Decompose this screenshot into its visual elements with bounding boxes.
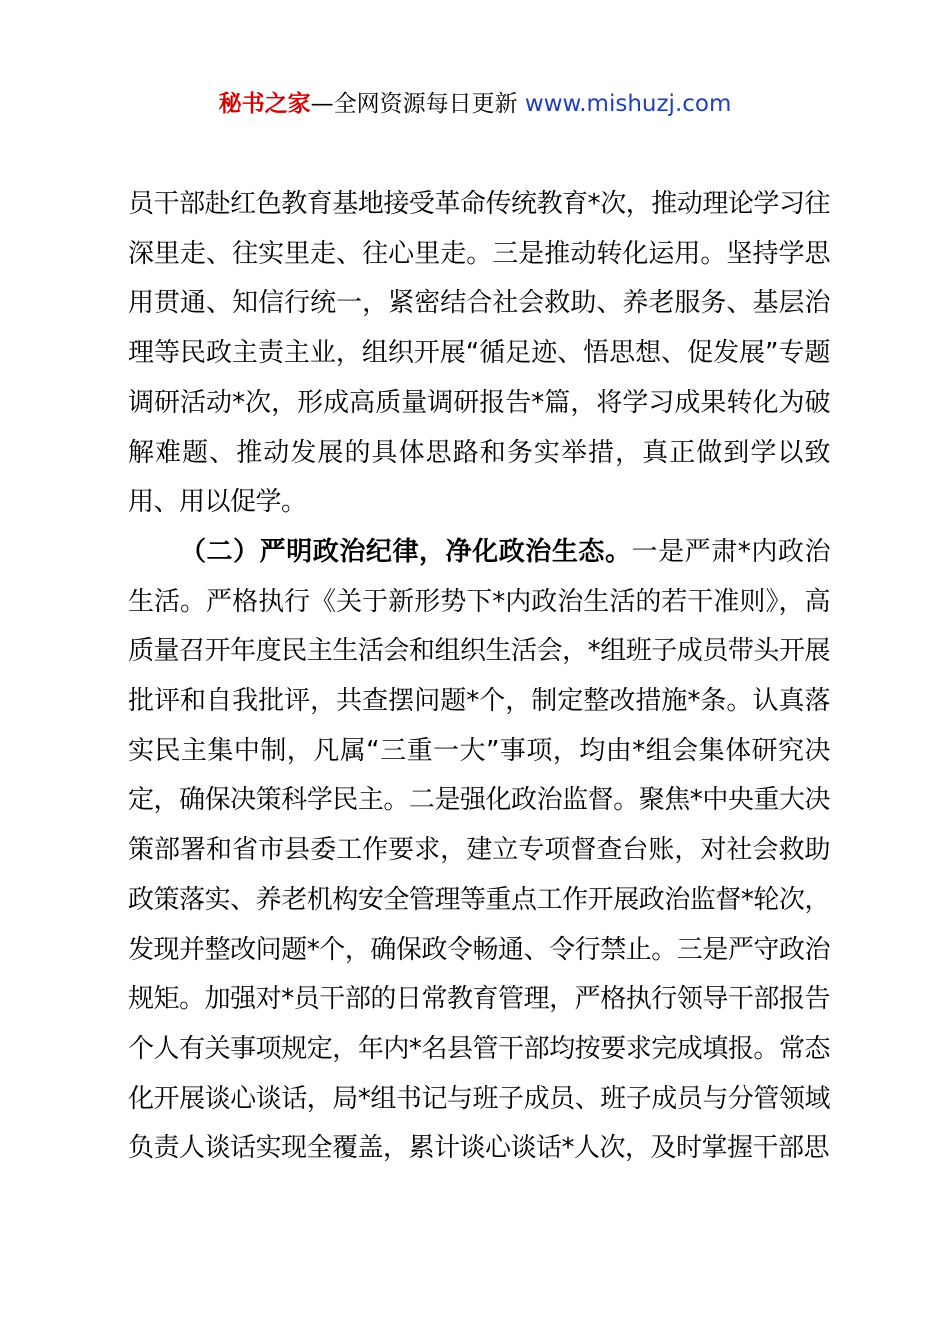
brand-name: 秘书之家 (218, 91, 311, 117)
header-dash: — (310, 91, 334, 117)
section-text: 一是严肃*内政治生活。严格执行《关于新形势下*内政治生活的若干准则》，高质量召开年度民主生活会和组织生活会，*组班子成员带头开展批评和自我批评，共查摆问题*个，制定整改措施*条。认真落实民主集中制，凡属“三重一大”事项，均由*组会集体研究决定，确保决策科学民主。二是强化政治监督。聚焦*中央重大决策部署和省市县委工作要求，建立专项督查台账，对社会救助政策落实、养老机构安全管理等重点工作开展政治监督*轮次，发现并整改问题*个，确保政令畅通、令行禁止。三是严守政治规矩。加强对*员干部的日常教育管理，严格执行领导干部报告个人有关事项规定，年内*名县管干部均按要求完成填报。常态化开展谈心谈话，局*组书记与班子成员、班子成员与分管领域负责人谈话实现全覆盖，累计谈心谈话*人次，及时掌握干部思 (128, 536, 830, 1164)
paragraph-continuation: 员干部赴红色教育基地接受革命传统教育*次，推动理论学习往深里走、往实里走、往心里走。三是推动转化运用。坚持学思用贯通、知信行统一，紧密结合社会救助、养老服务、基层治理等民政主责主业，组织开展“循足迹、悟思想、促发展”专题调研活动*次，形成高质量调研报告*篇，将学习成果转化为破解难题、推动发展的具体思路和务实举措，真正做到学以致用、用以促学。 (128, 189, 830, 518)
header-tagline: 全网资源每日更新 (333, 91, 518, 117)
document-body (128, 180, 830, 1174)
page-header (0, 86, 950, 122)
site-url-link[interactable]: www.mishuzj.com (524, 91, 732, 117)
paragraph-section-two (128, 528, 830, 1174)
section-heading: （二）严明政治纪律，净化政治生态。 (180, 536, 632, 567)
